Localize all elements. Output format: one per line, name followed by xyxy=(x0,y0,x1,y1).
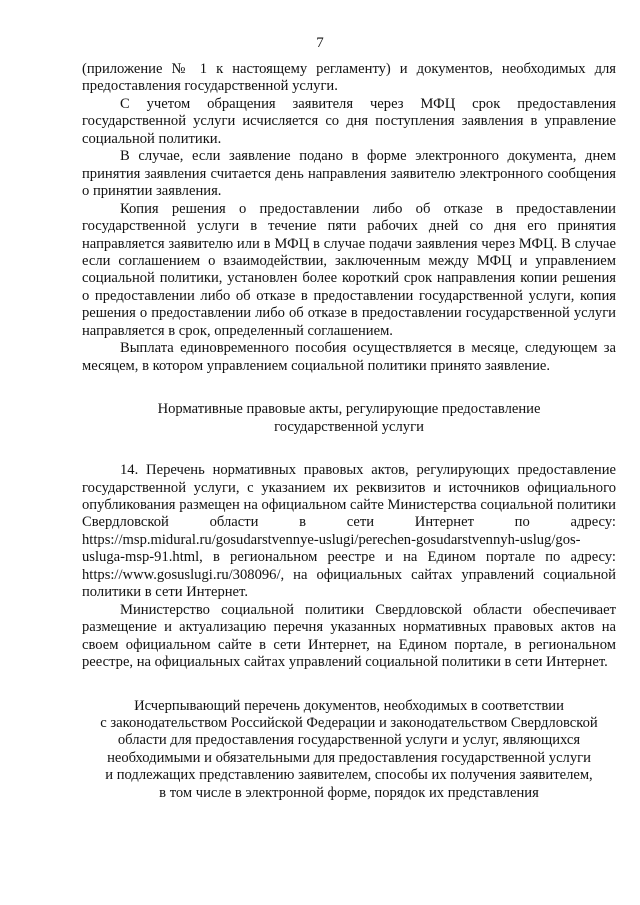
section-heading-line: Нормативные правовые акты, регулирующие предоставление xyxy=(157,401,541,418)
section-14-text: 14. Перечень нормативных правовых актов, регулирующих предоставление государственной услуги, с указанием их реквизитов и источников официального опубликования размещен на официальном сайте Министерства социальной политики Свердловской области в сети Интернет по адресу: xyxy=(82,462,616,531)
ministry-url-link[interactable]: https://msp.midural.ru/gosudarstvennye-uslugi/perechen-gosudarstvennyh-uslug/gos-usluga-msp-91.html xyxy=(82,531,581,566)
gosuslugi-url-link[interactable]: https://www.gosuslugi.ru/308096/ xyxy=(82,566,281,583)
section-heading-line: в том числе в электронной форме, порядок их представления xyxy=(159,784,539,801)
section-heading-line: необходимыми и обязательными для предоставления государственной услуги xyxy=(107,749,591,766)
section-14-text: , на официальных сайтах управлений социальной политики в сети Интернет. xyxy=(82,566,616,601)
section-heading-line: государственной услуги xyxy=(274,418,424,435)
paragraph-payment: Выплата единовременного пособия осуществляется в месяце, следующем за месяцем, в котором управлением социальной политики принято заявление. xyxy=(82,340,616,374)
document-body xyxy=(82,61,616,802)
paragraph-mfc-term: С учетом обращения заявителя через МФЦ срок предоставления государственной услуги исчисляется со дня поступления заявления в управление социальной политики. xyxy=(82,95,616,147)
paragraph-ministry-duties: Министерство социальной политики Свердловской области обеспечивает размещение и актуализацию перечня указанных нормативных правовых актов на своем официальном сайте в сети Интернет, на Едином портале, в региональном реестре, на официальных сайтах управлений социальной политики в сети Интернет. xyxy=(82,601,616,671)
section-heading-line: Исчерпывающий перечень документов, необходимых в соответствии xyxy=(134,697,564,714)
section-14-text: , в региональном реестре и на Едином портале по адресу: xyxy=(199,549,616,566)
paragraph-decision-copy: Копия решения о предоставлении либо об отказе в предоставлении государственной услуги в течение пяти рабочих дней со дня его принятия направляется заявителю или в МФЦ в случае подачи заявления через МФЦ. В случае если соглашением о взаимодействии, заключенным между МФЦ и управлением социальной политики, установлен более короткий срок направления копии решения о предоставлении либо об отказе в предоставлении государственной услуги, копия решения о предоставлении либо об отказе в предоставлении государственной услуги направляется в срок, определенный соглашением. xyxy=(82,200,616,339)
section-heading-line: и подлежащих представлению заявителем, способы их получения заявителем, xyxy=(105,767,593,784)
section-heading-line: области для предоставления государственной услуги и услуг, являющихся xyxy=(117,732,581,749)
section-heading-legal-acts xyxy=(82,401,616,436)
page-number: 7 xyxy=(316,35,324,51)
paragraph-section-14 xyxy=(82,462,616,602)
section-heading-line: с законодательством Российской Федерации и законодательством Свердловской xyxy=(100,714,598,731)
paragraph-electronic-document: В случае, если заявление подано в форме электронного документа, днем принятия заявления считается день направления заявителю электронного сообщения о принятии заявления. xyxy=(82,148,616,200)
paragraph-continuation: (приложение № 1 к настоящему регламенту) и документов, необходимых для предоставления государственной услуги. xyxy=(82,61,616,95)
section-heading-document-list xyxy=(82,698,616,803)
